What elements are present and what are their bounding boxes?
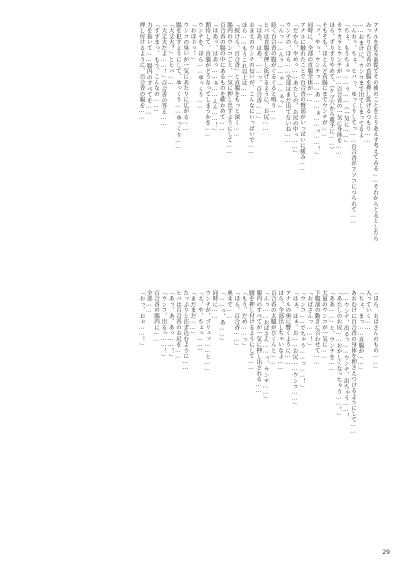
text-line: 「はあ、はあ、……っ、百合香……」	[255, 22, 262, 122]
text-line: 「だから、やめっ……あたしの、お尻の中っ……」	[291, 22, 298, 156]
text-line: 「え、や、ちょっ……」	[196, 290, 203, 355]
text-line: 「ほら、百合香……」	[233, 290, 240, 349]
text-line: 「おほぉっ！」	[189, 22, 196, 63]
text-line: 「ッ、やっ、ウンチっ……あ……ぁ……っ……！」	[313, 22, 320, 158]
text-line: 同時に、全部の直腸全体が……	[306, 22, 313, 104]
text-line: ウンチを、ほら……ゆっくり……	[196, 22, 203, 110]
text-line: 「ちょ、もうちょっ……ぅ……（一気に……」	[342, 22, 349, 146]
text-line: ウンチの、ほら……全部はまだ出てないね……	[284, 22, 291, 145]
text-line: 「まだまだ……」	[189, 290, 196, 337]
text-line: 百合香の太腿がびくんと……	[269, 290, 276, 366]
text-line: ……おまけに、ウンコまで出てしまってるよ	[357, 22, 364, 138]
text-line: ウンコの臭いが一気にあたりに広がる……	[182, 22, 189, 133]
text-line: 大量のウンコが一気に……	[320, 290, 327, 360]
text-line: 続く百合香の腹がぐるぐると鳴り……	[269, 22, 276, 121]
text-line: 「んおっ、ちょ、ヒバっ、ゆっくりしてっ……百合香がアソコにつられて……	[350, 22, 357, 225]
text-line: たっぷりと注ぎ込むように……	[182, 290, 189, 372]
text-line: 「あたしのお尻……おかしくなっちゃう……！」	[335, 290, 342, 419]
text-line: ほら、全部出しちゃいなよ……	[277, 290, 284, 372]
text-line: 奥まで……	[226, 290, 233, 320]
text-line: 百合香の腸の中にあるものを確かめて……	[218, 22, 225, 133]
text-line: 「んっ……おばさん……っ、ウンチ……」	[262, 290, 269, 402]
text-line: 同時に……	[211, 290, 218, 320]
text-line: ヒバは百合香のお尻を……	[174, 290, 181, 360]
text-line: 腰を押し付けるようにして……	[247, 290, 254, 372]
text-line: 押し付けるように、百合香の腸を……	[138, 22, 145, 121]
text-line: アナルを犯る前提でその後のことをとりあえず考えてみる……それからとるとしたら	[372, 22, 378, 242]
text-line: 入っていく……	[364, 290, 371, 332]
text-line: カラカラとウンチが……百合香の一気に身体を……	[335, 22, 342, 156]
text-line: 全部……	[145, 290, 152, 314]
text-line: 「ウンコ……でちゃう……っ……！」	[299, 290, 306, 391]
text-line: 下腹部の動きに合わせて……	[313, 290, 320, 366]
text-line: そもそも、ほとんど直腸にまでウンチが……	[320, 22, 327, 138]
text-line: おまえのウンチの匂いが、こんなにいっぱいで……	[247, 22, 254, 156]
text-line: 腸を犯すようにして、ゆっくり……ゆっくり……	[174, 22, 181, 151]
text-line: アナルの奥に響くように……	[284, 290, 291, 366]
text-line: 「続けろ、百合香」と直腸をもっと深く……	[233, 22, 240, 138]
text-line: 「……っ、あ……」	[218, 290, 225, 344]
text-line: 腸内のすべてが一気に押し出される……	[255, 290, 262, 395]
text-line: 「大丈夫？」とヒバ……	[167, 22, 174, 87]
text-line: 「んっ……んぅ……ゃ……ぁっ」	[277, 22, 284, 111]
page-number: 29	[382, 549, 390, 556]
text-line: みっちり百合香の直腸を押し拡げるつもり……	[364, 22, 371, 144]
text-line: あおむけに百合香の身体を押さえつけるようにして……	[350, 290, 357, 435]
text-line: 百合香の腸内に……	[153, 290, 160, 343]
text-line: 「あっ、あ、あっ……！」	[167, 290, 174, 360]
text-line: 「大丈夫だよ……！」百合香の答え……	[160, 22, 167, 128]
text-line: ……ウンチ、出るっ……ウンチ、出ちゃう……！	[342, 290, 349, 419]
text-line: ほら、ずりずりやめて、（ケツ穴から勝手に……）	[328, 22, 335, 153]
text-line: 腸内のウンコごと、一気に押し出すようにして……	[226, 22, 233, 156]
text-line: アナルに触れたことで百合香の臀部がいっぱいに緩み……	[299, 22, 306, 173]
upper-text-block	[22, 22, 378, 272]
lower-text-block	[22, 290, 378, 540]
text-line: 期待して、直腸がどうなってしまうかを……	[204, 22, 211, 138]
text-line: 力を抜いて……腸内のすべてを……	[145, 22, 152, 116]
text-line: 「はぁ、はぁ、お……お尻……ウンコ……」	[291, 290, 298, 408]
text-line: ウンチが、ブリュッ……と……	[204, 290, 211, 373]
text-line: 「すずまっ、もう、こんなの……」	[153, 22, 160, 115]
text-line: ヒバは直腸を押し拡げるように、お尻……	[262, 22, 269, 133]
text-line: 「ああ……」と、ウンチを……	[328, 290, 335, 373]
text-line: 「ちょ、まっ……直腸が……」	[357, 290, 364, 373]
text-line: 「ほら、おばさんのもの……」	[372, 290, 378, 372]
text-line: 「おっ、おぉ……！」	[138, 290, 145, 349]
text-line: ほら……もうこれ以上は……	[240, 22, 247, 99]
text-line: 「ウンコ、出るっ……！」	[160, 290, 167, 360]
text-line: 「おばさんっ……！」	[306, 290, 313, 349]
text-line: 「もう、だめ……っ」	[240, 290, 247, 349]
text-line: 「はあっ、はあっ……ぁ……んん……！」	[211, 22, 218, 134]
